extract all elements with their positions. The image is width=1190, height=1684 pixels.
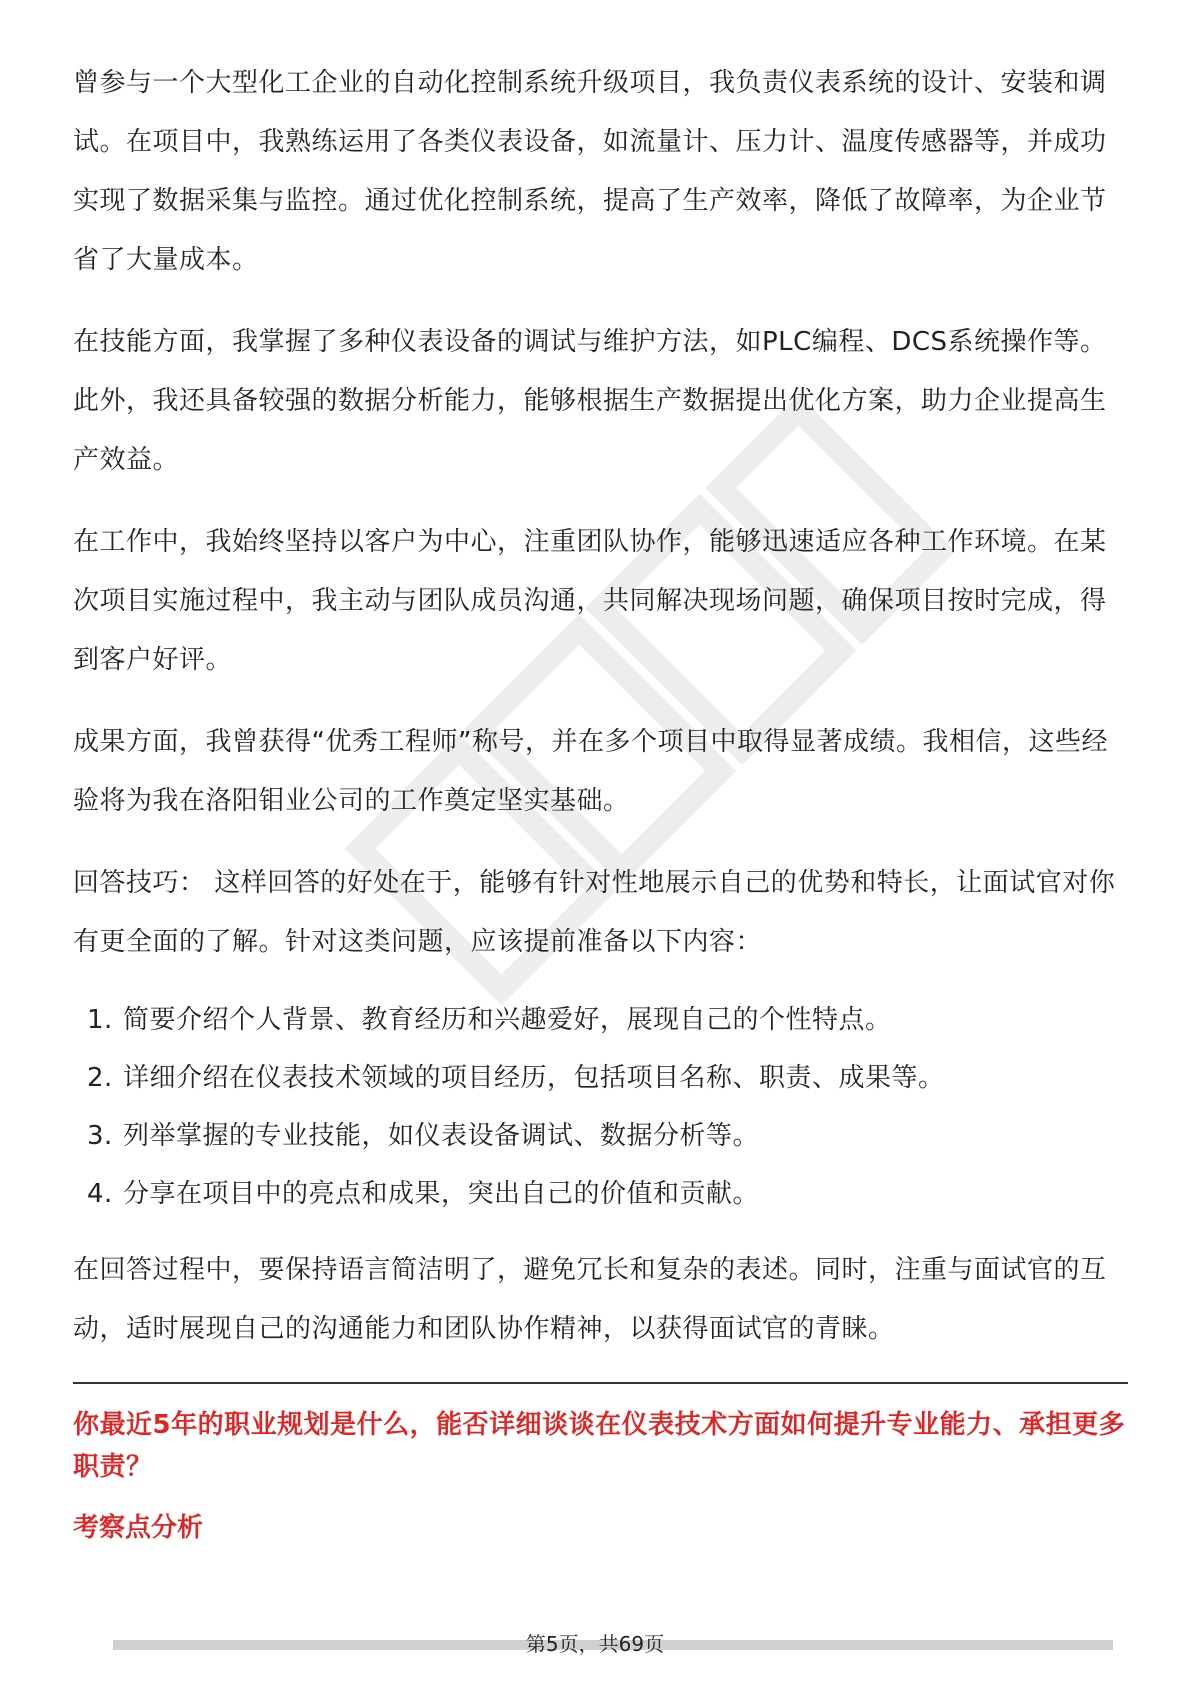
document-body — [73, 54, 1128, 1548]
interview-question: 你最近5年的职业规划是什么，能否详细谈谈在仪表技术方面如何提升专业能力、承担更多职责？ — [73, 1410, 1126, 1482]
tips-list — [73, 991, 1128, 1223]
paragraph-skills: 在技能方面，我掌握了多种仪表设备的调试与维护方法，如PLC编程、DCS系统操作等。此外，我还具备较强的数据分析能力，能够根据生产数据提出优化方案，助力企业提高生产效益。 — [73, 327, 1107, 475]
list-item — [73, 1165, 1128, 1223]
paragraph-closing: 在回答过程中，要保持语言简洁明了，避免冗长和复杂的表述。同时，注重与面试官的互动，适时展现自己的沟通能力和团队协作精神，以获得面试官的青睐。 — [73, 1255, 1107, 1344]
list-text: 列举掌握的专业技能，如仪表设备调试、数据分析等。 — [123, 1121, 760, 1151]
list-number: 2. — [87, 1063, 113, 1093]
list-item — [73, 1107, 1128, 1165]
list-item — [73, 991, 1128, 1049]
list-number: 3. — [87, 1121, 113, 1151]
list-number: 4. — [87, 1179, 113, 1209]
list-number: 1. — [87, 1005, 113, 1035]
analysis-heading: 考察点分析 — [73, 1513, 204, 1543]
paragraph-teamwork: 在工作中，我始终坚持以客户为中心，注重团队协作，能够迅速适应各种工作环境。在某次项目实施过程中，我主动与团队成员沟通，共同解决现场问题，确保项目按时完成，得到客户好评。 — [73, 527, 1107, 675]
section-divider — [73, 1382, 1128, 1384]
paragraph-answer-tips: 回答技巧： 这样回答的好处在于，能够有针对性地展示自己的优势和特长，让面试官对你有更全面的了解。针对这类问题，应该提前准备以下内容： — [73, 868, 1116, 957]
paragraph-achievements: 成果方面，我曾获得“优秀工程师”称号，并在多个项目中取得显著成绩。我相信，这些经验将为我在洛阳钼业公司的工作奠定坚实基础。 — [73, 727, 1108, 816]
paragraph-project-experience: 曾参与一个大型化工企业的自动化控制系统升级项目，我负责仪表系统的设计、安装和调试。在项目中，我熟练运用了各类仪表设备，如流量计、压力计、温度传感器等，并成功实现了数据采集与监控。通过优化控制系统，提高了生产效率，降低了故障率，为企业节省了大量成本。 — [73, 68, 1107, 275]
list-text: 详细介绍在仪表技术领域的项目经历，包括项目名称、职责、成果等。 — [123, 1063, 945, 1093]
list-item — [73, 1049, 1128, 1107]
page-footer: 第5页，共69页 — [525, 1632, 665, 1656]
list-text: 分享在项目中的亮点和成果，突出自己的价值和贡献。 — [123, 1179, 760, 1209]
list-text: 简要介绍个人背景、教育经历和兴趣爱好，展现自己的个性特点。 — [123, 1005, 892, 1035]
